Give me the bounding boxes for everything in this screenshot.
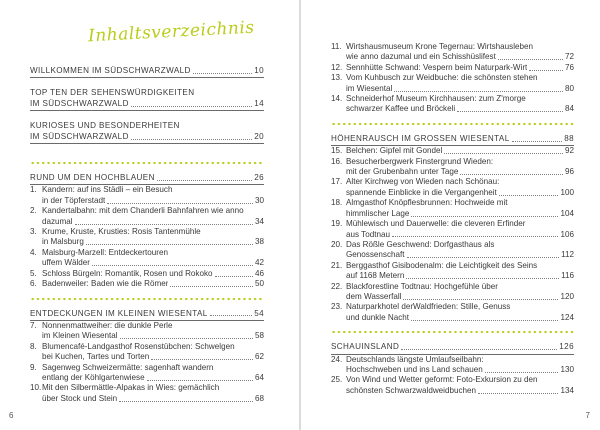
- toc-entry-text: Schneiderhof Museum Kirchhausen: zum Z'morge: [346, 94, 526, 104]
- section-heading-text: WILLKOMMEN IM SÜDSCHWARZWALD: [30, 66, 191, 75]
- section-heading-line: [30, 132, 264, 142]
- toc-entry-text: Nonnenmattweiher: die dunkle Perle: [42, 320, 173, 330]
- dotted-separator: [331, 328, 574, 336]
- toc-entry-page: 50: [254, 279, 264, 289]
- toc-entry-number: 18.: [331, 198, 343, 208]
- toc-entry-text: Genossenschaft: [346, 250, 405, 260]
- left-page: [0, 0, 298, 430]
- section-heading-line: [30, 99, 264, 109]
- toc-entry-line: [331, 365, 574, 375]
- toc-entry-text: Badenweiler: Baden wie die Römer: [42, 279, 169, 289]
- toc-entry-text: dem Wasserfall: [346, 291, 402, 301]
- toc-entry[interactable]: [30, 321, 264, 342]
- toc-entry-number: 17.: [331, 177, 343, 187]
- toc-entry-line: [30, 185, 264, 195]
- dot-leader: [407, 257, 560, 258]
- toc-entry-number: 6.: [30, 279, 37, 289]
- toc-entry[interactable]: [30, 279, 264, 289]
- dot-leader: [157, 180, 252, 181]
- toc-entry-line: [30, 331, 264, 341]
- toc-entry-text-wrap: [346, 42, 574, 52]
- section-page-number: 26: [254, 173, 264, 183]
- toc-entry-page: 42: [254, 258, 264, 268]
- toc-entry-number: 14.: [331, 94, 343, 104]
- toc-entry-text-wrap: [346, 146, 574, 156]
- toc-entry-text-wrap: [346, 219, 574, 229]
- page-gutter: [299, 0, 301, 430]
- toc-entry-text: Sagenweg Schweizermätte: sagenhaft wandern: [42, 362, 214, 372]
- toc-entry-text: Almgasthof Knöpflesbrunnen: Hochweide mit: [346, 198, 508, 208]
- toc-entry-text: Kandertalbahn: mit dem Chanderli Bahnfahren wie anno: [42, 206, 244, 216]
- left-toc-column: [30, 66, 264, 404]
- toc-entry-text-wrap: [42, 383, 264, 393]
- toc-entry[interactable]: [331, 73, 574, 94]
- section-page-number: 54: [254, 308, 264, 318]
- toc-entry-page: 106: [560, 229, 574, 239]
- toc-entry-page: 72: [564, 52, 574, 62]
- left-page-number: 6: [9, 411, 14, 420]
- toc-entry-page: 92: [564, 146, 574, 156]
- toc-entry-line: [331, 52, 574, 62]
- toc-entry[interactable]: [30, 206, 264, 227]
- section-page-number: 14: [254, 98, 264, 108]
- toc-entry-number: 3.: [30, 227, 37, 237]
- dot-leader: [460, 174, 563, 175]
- toc-entry-text: Sennhütte Schwand: Vespern beim Naturpark-Wirt: [346, 62, 528, 72]
- toc-entry-line: [30, 227, 264, 237]
- toc-entry-text: dazumal: [42, 216, 73, 226]
- dot-leader: [411, 320, 558, 321]
- toc-entry-page: 134: [560, 385, 574, 395]
- toc-entry-line: [30, 237, 264, 247]
- section-heading-text: ENTDECKUNGEN IM KLEINEN WIESENTAL: [30, 308, 208, 318]
- toc-entry-line: [30, 363, 264, 373]
- toc-entry-text: Das Rößle Geschwend: Dorfgasthaus als: [346, 239, 495, 249]
- dot-leader: [392, 236, 559, 237]
- section-heading[interactable]: [331, 134, 574, 146]
- dot-leader: [151, 359, 253, 360]
- toc-heading: Inhaltsverzeichnis: [87, 17, 255, 47]
- toc-entry-line: [331, 302, 574, 312]
- toc-entry-page: 68: [254, 393, 264, 403]
- dot-leader: [107, 203, 253, 204]
- toc-entry-page: 76: [564, 62, 574, 72]
- toc-entry-number: 8.: [30, 341, 37, 351]
- spacer: [30, 111, 264, 121]
- section-heading-text: IM SÜDSCHWARZWALD: [30, 98, 129, 108]
- toc-entry-text: Alter Kirchweg von Wieden nach Schönau:: [346, 177, 500, 187]
- toc-entry-number: 19.: [331, 219, 343, 229]
- dot-leader: [210, 315, 253, 316]
- toc-entry-text: Deutschlands längste Umlaufseilbahn:: [346, 354, 484, 364]
- toc-entry[interactable]: [30, 383, 264, 404]
- dot-leader: [406, 278, 559, 279]
- toc-entry-text: über Stock und Stein: [42, 393, 118, 403]
- toc-entry-number: 1.: [30, 185, 37, 195]
- toc-entry-text-wrap: [346, 94, 574, 104]
- toc-entry-line: [30, 217, 264, 227]
- toc-entry[interactable]: [331, 261, 574, 282]
- toc-entry[interactable]: [331, 146, 574, 156]
- toc-entry[interactable]: [331, 240, 574, 261]
- toc-entry-number: 4.: [30, 247, 37, 257]
- section-heading[interactable]: [30, 88, 264, 111]
- dotted-separator: [30, 295, 264, 303]
- toc-entry[interactable]: [331, 355, 574, 376]
- dot-leader: [119, 401, 253, 402]
- dot-leader: [498, 59, 563, 60]
- toc-entry-text-wrap: [346, 157, 574, 167]
- dotted-separator: [30, 159, 264, 167]
- section-heading-text: IM SÜDSCHWARZWALD: [30, 131, 129, 141]
- toc-entry-text-wrap: [346, 198, 574, 208]
- toc-entry-number: 25.: [331, 375, 343, 385]
- right-page: [302, 0, 600, 430]
- toc-entry[interactable]: [30, 227, 264, 248]
- toc-entry-line: [331, 84, 574, 94]
- toc-entry-page: 38: [254, 237, 264, 247]
- toc-entry-line: [331, 313, 574, 323]
- toc-entry-text: Malsburg-Marzell: Entdeckertouren: [42, 247, 168, 257]
- toc-entry-line: [331, 375, 574, 385]
- toc-entry-text-wrap: [42, 321, 264, 331]
- toc-entry-line: [331, 157, 574, 167]
- toc-entry-page: 84: [564, 104, 574, 114]
- toc-entry-line: [30, 342, 264, 352]
- toc-entry-line: [331, 73, 574, 83]
- section-heading-text: TOP TEN DER SEHENSWÜRDIGKEITEN: [30, 88, 195, 98]
- toc-entry-number: 16.: [331, 156, 343, 166]
- dot-leader: [92, 265, 253, 266]
- toc-entry-text: schwarzer Kaffee und Bröckeli: [346, 104, 456, 114]
- toc-entry-text: Krume, Kruste, Krusties: Rosis Tantenmühle: [42, 227, 201, 237]
- toc-entry-text: Berggasthof Gisibodenalm: die Leichtigkeit des Seins: [346, 260, 538, 270]
- toc-entry[interactable]: [331, 302, 574, 323]
- toc-entry-text-wrap: [346, 302, 574, 312]
- dot-leader: [478, 393, 558, 394]
- toc-entry-line: [331, 219, 574, 229]
- toc-entry[interactable]: [30, 248, 264, 269]
- toc-entry-number: 23.: [331, 302, 343, 312]
- toc-entry-line: [331, 177, 574, 187]
- dot-leader: [444, 153, 563, 154]
- toc-entry-text: mit der Grubenbahn unter Tage: [346, 167, 459, 177]
- section-heading-text: RUND UM DEN HOCHBLAUEN: [30, 173, 155, 183]
- dot-leader: [411, 216, 558, 217]
- toc-entry[interactable]: [331, 157, 574, 178]
- toc-entry-line: [30, 196, 264, 206]
- toc-entry[interactable]: [331, 94, 574, 115]
- toc-entry-page: 64: [254, 372, 264, 382]
- toc-entry-line: [331, 104, 574, 114]
- toc-entry-text-wrap: [42, 342, 264, 352]
- toc-entry-page: 116: [561, 271, 574, 281]
- section-page-number: 10: [254, 66, 264, 75]
- dot-leader: [485, 372, 559, 373]
- toc-entry[interactable]: [30, 185, 264, 206]
- toc-entry-text: entlang der Köhlgartenwiese: [42, 372, 145, 382]
- toc-entry-line: [30, 321, 264, 331]
- toc-entry-text: Mit den Silbermättle-Alpakas in Wies: gemächlich: [42, 383, 220, 393]
- dot-leader: [131, 139, 252, 140]
- section-page-number: 126: [559, 342, 574, 352]
- toc-entry-text: Hochschweben und ins Land schauen: [346, 364, 483, 374]
- section-heading-line: [30, 121, 264, 131]
- toc-entry-number: 10.: [30, 383, 42, 393]
- toc-entry-page: 130: [560, 364, 574, 374]
- toc-entry-number: 24.: [331, 354, 343, 364]
- toc-entry[interactable]: [331, 42, 574, 63]
- toc-entry-number: 9.: [30, 362, 37, 372]
- dot-leader: [394, 91, 563, 92]
- toc-entry-line: [30, 383, 264, 393]
- toc-entry-text: in der Töpferstadt: [42, 195, 106, 205]
- section-heading-text: SCHAUINSLAND: [331, 342, 400, 352]
- toc-entry-text: in Malsburg: [42, 237, 84, 247]
- dot-leader: [401, 349, 557, 350]
- toc-entry-page: 112: [561, 250, 574, 260]
- dot-leader: [529, 70, 563, 71]
- toc-entry-line: [331, 386, 574, 396]
- toc-entry-line: [331, 167, 574, 177]
- toc-entry[interactable]: [331, 177, 574, 198]
- toc-entry-line: [30, 248, 264, 258]
- toc-entry-text: bei Kuchen, Tartes und Torten: [42, 352, 150, 362]
- toc-entry[interactable]: [30, 269, 264, 279]
- toc-entry[interactable]: [331, 198, 574, 219]
- dot-leader: [193, 73, 252, 74]
- toc-entry-number: 12.: [331, 62, 343, 72]
- toc-entry-text: und dunkle Nacht: [346, 312, 409, 322]
- toc-entry-text: Belchen: Gipfel mit Gondel: [346, 146, 443, 156]
- toc-entry-page: 80: [564, 83, 574, 93]
- dot-leader: [403, 299, 558, 300]
- toc-entry-text-wrap: [346, 282, 574, 292]
- section-heading-line: [30, 173, 264, 183]
- toc-entry-line: [331, 146, 574, 156]
- section-page-number: 88: [564, 133, 574, 143]
- toc-entry-text: im Kleinen Wiesental: [42, 331, 118, 341]
- toc-entry-text: himmlischer Lage: [346, 208, 410, 218]
- toc-entry-text-wrap: [346, 240, 574, 250]
- toc-entry-line: [331, 209, 574, 219]
- toc-entry-text: Naturparkhotel derWaldfrieden: Stille, Genuss: [346, 302, 511, 312]
- section-heading-text: HÖHENRAUSCH IM GROSSEN WIESENTAL: [331, 133, 510, 143]
- toc-entry-text: aus Todtnau: [346, 229, 390, 239]
- spacer: [30, 144, 264, 154]
- section-heading[interactable]: [30, 309, 264, 321]
- toc-entry-number: 13.: [331, 73, 343, 83]
- toc-entry-line: [331, 198, 574, 208]
- toc-entry-line: [331, 63, 574, 73]
- dot-leader: [457, 111, 563, 112]
- section-heading[interactable]: [30, 121, 264, 144]
- toc-entry-text: Wirtshausmuseum Krone Tegernau: Wirtshausleben: [346, 42, 533, 51]
- toc-entry-text-wrap: [346, 177, 574, 187]
- toc-entry[interactable]: [30, 342, 264, 363]
- toc-entry-page: 124: [560, 312, 574, 322]
- toc-entry-text-wrap: [42, 248, 264, 258]
- section-page-number: 20: [254, 131, 264, 141]
- toc-entry-number: 15.: [331, 146, 343, 156]
- toc-entry-text: schönsten Schwarzwaldweidbuchen: [346, 385, 477, 395]
- toc-entry-text-wrap: [42, 185, 264, 195]
- toc-entry[interactable]: [30, 363, 264, 384]
- toc-entry-line: [331, 271, 574, 281]
- toc-entry-page: 104: [560, 208, 574, 218]
- toc-entry-line: [30, 352, 264, 362]
- toc-entry-line: [30, 279, 264, 289]
- toc-entry-line: [30, 206, 264, 216]
- toc-entry-number: 5.: [30, 268, 37, 278]
- toc-entry[interactable]: [331, 282, 574, 303]
- toc-entry-text: wie anno dazumal und ein Schisshüslifest: [346, 52, 496, 62]
- dot-leader: [75, 224, 253, 225]
- toc-entry-page: 34: [254, 216, 264, 226]
- toc-entry-line: [30, 373, 264, 383]
- dot-leader: [499, 195, 559, 196]
- dot-leader: [170, 286, 253, 287]
- toc-entry-text: Blackforestline Todtnau: Hochgefühle über: [346, 281, 498, 291]
- dot-leader: [131, 106, 252, 107]
- toc-entry-number: 21.: [331, 260, 343, 270]
- toc-entry-text: Mühlewisch und Dauerwelle: die cleveren Erfinder: [346, 219, 526, 229]
- toc-entry-text: uffem Wälder: [42, 258, 90, 268]
- right-page-number: 7: [585, 411, 590, 420]
- section-heading-line: [30, 309, 264, 319]
- toc-entry-text: Von Wind und Wetter geformt: Foto-Exkursion zu den: [346, 375, 538, 385]
- toc-entry-text: Schloss Bürgeln: Romantik, Rosen und Rokoko: [42, 268, 213, 278]
- toc-entry-line: [331, 42, 574, 52]
- dotted-separator: [331, 120, 574, 128]
- toc-entry-text-wrap: [346, 63, 574, 73]
- toc-entry-text: im Wiesental: [346, 83, 393, 93]
- toc-entry-line: [331, 240, 574, 250]
- toc-entry-text-wrap: [346, 261, 574, 271]
- toc-entry-text-wrap: [42, 279, 264, 289]
- toc-entry-number: 2.: [30, 206, 37, 216]
- toc-entry-page: 46: [254, 268, 264, 278]
- dot-leader: [86, 244, 253, 245]
- toc-entry-page: 100: [560, 187, 574, 197]
- section-heading[interactable]: [30, 66, 264, 78]
- toc-entry-text: Kandern: auf ins Städli – ein Besuch: [42, 185, 173, 195]
- toc-entry-number: 22.: [331, 281, 343, 291]
- toc-entry-page: 120: [560, 291, 574, 301]
- toc-entry[interactable]: [331, 375, 574, 396]
- toc-entry-text: auf 1168 Metern: [346, 271, 405, 281]
- section-heading-text: KURIOSES UND BESONDERHEITEN: [30, 121, 180, 131]
- toc-entry-line: [331, 230, 574, 240]
- section-heading-line: [331, 342, 574, 352]
- toc-entry-line: [331, 292, 574, 302]
- toc-entry-page: 30: [254, 195, 264, 205]
- toc-entry-text-wrap: [346, 73, 574, 83]
- toc-entry-number: 11.: [331, 42, 342, 51]
- toc-entry-page: 58: [254, 331, 264, 341]
- toc-entry-text: Vom Kuhbusch zur Weidbuche: die schönsten stehen: [346, 73, 538, 83]
- toc-entry[interactable]: [331, 63, 574, 73]
- toc-entry[interactable]: [331, 219, 574, 240]
- toc-entry-text-wrap: [42, 363, 264, 373]
- dot-leader: [147, 380, 253, 381]
- toc-entry-text: spannende Einblicke in die Vergangenheit: [346, 187, 497, 197]
- toc-entry-line: [30, 394, 264, 404]
- toc-entry-line: [331, 355, 574, 365]
- toc-entry-line: [331, 94, 574, 104]
- toc-entry-text-wrap: [42, 206, 264, 216]
- section-heading-line: [30, 66, 264, 76]
- spacer: [30, 78, 264, 88]
- toc-entry-number: 7.: [30, 320, 37, 330]
- dot-leader: [215, 276, 253, 277]
- toc-entry-text-wrap: [42, 227, 264, 237]
- toc-entry-page: 96: [564, 167, 574, 177]
- right-toc-column: [331, 42, 574, 396]
- toc-entry-text-wrap: [346, 355, 574, 365]
- toc-entry-line: [30, 258, 264, 268]
- dot-leader: [512, 141, 563, 142]
- toc-entry-line: [331, 250, 574, 260]
- toc-entry-text: Blumencafé-Landgasthof Rosenstübchen: Schwelgen: [42, 341, 235, 351]
- toc-entry-line: [331, 188, 574, 198]
- toc-entry-line: [30, 269, 264, 279]
- toc-entry-line: [331, 282, 574, 292]
- section-heading-line: [30, 88, 264, 98]
- toc-entry-text-wrap: [346, 375, 574, 385]
- toc-entry-line: [331, 261, 574, 271]
- toc-entry-text: Besucherbergwerk Finstergrund Wieden:: [346, 156, 494, 166]
- section-heading[interactable]: [331, 342, 574, 354]
- dot-leader: [120, 338, 253, 339]
- toc-entry-text-wrap: [42, 269, 264, 279]
- section-heading-line: [331, 134, 574, 144]
- toc-entry-number: 20.: [331, 239, 343, 249]
- toc-entry-page: 62: [254, 352, 264, 362]
- section-heading[interactable]: [30, 173, 264, 185]
